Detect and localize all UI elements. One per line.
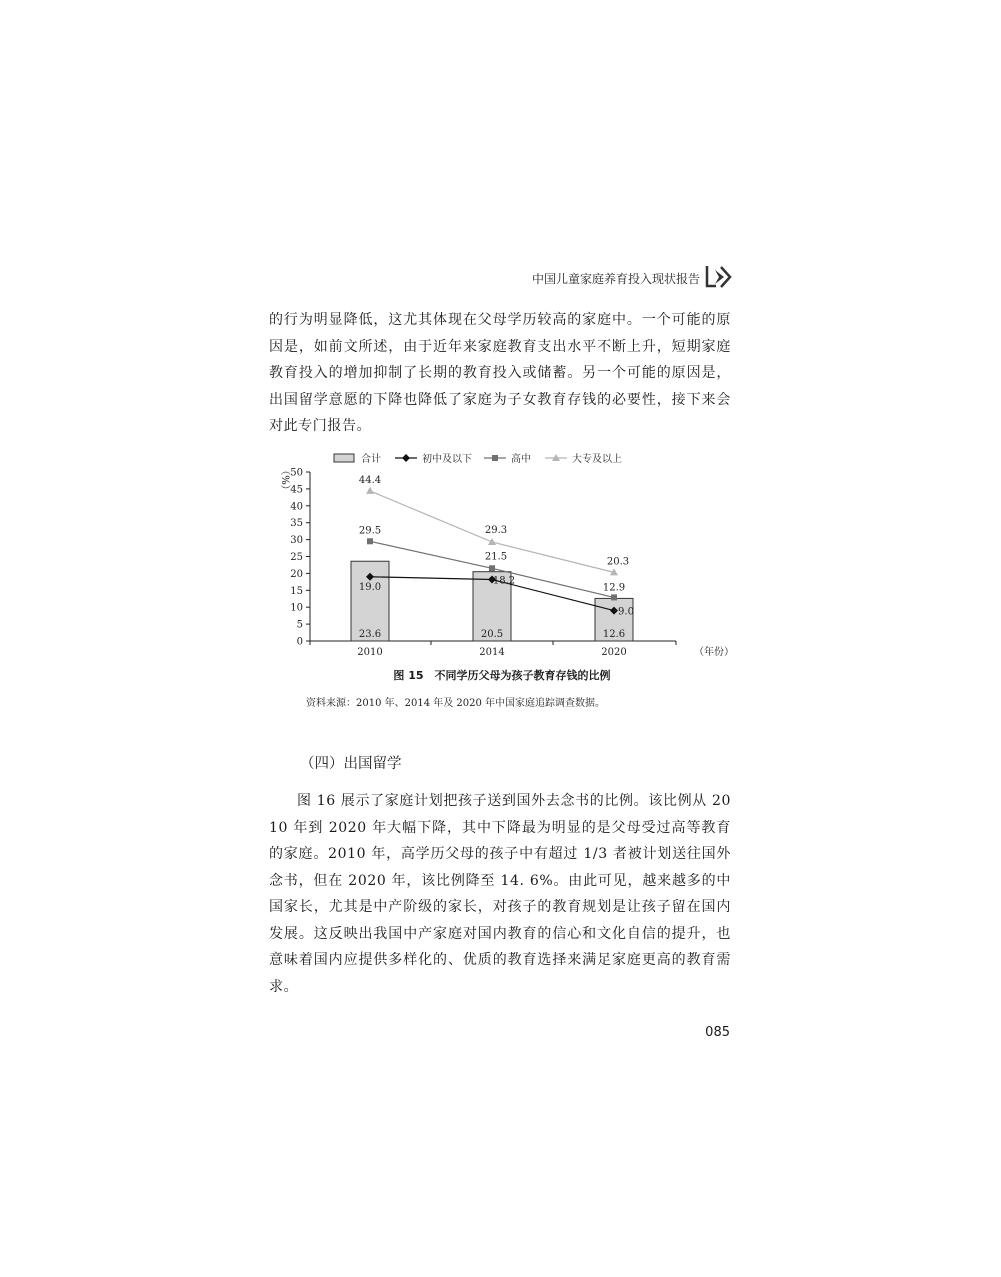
line-label-2: 29.5 xyxy=(358,525,382,537)
line-point-3 xyxy=(366,487,374,494)
chart-x-axis xyxy=(310,641,734,658)
legend-swatch-bar xyxy=(334,454,354,462)
figure-source-note: 资料来源：2010 年、2014 年及 2020 年中国家庭追踪调查数据。 xyxy=(306,698,606,709)
line-label-2: 21.5 xyxy=(484,551,508,563)
legend-label: 高中 xyxy=(511,454,531,465)
legend-marker xyxy=(492,455,498,461)
figure-caption: 图 15 不同学历父母为孩子教育存钱的比例 xyxy=(393,669,611,682)
body-paragraph-2: 图 16 展示了家庭计划把孩子送到国外去念书的比例。该比例从 2010 年到 2020 年大幅下降，其中下降最为明显的是父母受过高等教育的家庭。2010 年，高学历父母的孩子中有超过 1/3 者被计划送往国外念书，但在 2020 年，该比例降至 14. 6%。由此可见，越来越多的中国家长，尤其是中产阶级的家长，对孩子的教育规划是让孩子留在国内发展。这反映出我国中产家庭对国内教育的信心和文化自信的提升，也意味着国内应提供多样化的、优质的教育选择来满足家庭更高的教育需求。 xyxy=(269,793,731,995)
y-tick-label: 25 xyxy=(290,552,303,563)
section-heading: （四）出国留学 xyxy=(300,756,402,772)
chart-legend xyxy=(334,452,622,465)
y-tick-label: 50 xyxy=(290,467,303,479)
chart-y-axis xyxy=(279,465,310,647)
y-tick-label: 0 xyxy=(296,636,303,648)
legend-label: 合计 xyxy=(361,454,381,465)
y-tick-label: 10 xyxy=(290,602,303,614)
line-label-1: 18.2 xyxy=(492,575,516,587)
line-label-1: 9.0 xyxy=(618,606,634,618)
x-tick-label: 2020 xyxy=(601,647,627,658)
bar-label-total: 23.6 xyxy=(358,629,382,640)
x-tick-label: 2010 xyxy=(357,647,383,658)
y-tick-label: 40 xyxy=(290,501,303,513)
chapter-mark-icon xyxy=(704,264,732,290)
line-label-3: 20.3 xyxy=(606,556,630,568)
y-tick-label: 15 xyxy=(290,585,303,597)
bar-label-total: 12.6 xyxy=(602,629,626,640)
line-label-2: 12.9 xyxy=(602,582,626,594)
body-paragraph-1: 的行为明显降低，这尤其体现在父母学历较高的家庭中。一个可能的原因是，如前文所述，由于近年来家庭教育支出水平不断上升，短期家庭教育投入的增加抑制了长期的教育投入或储蓄。另一个可能的原因是，出国留学意愿的下降也降低了家庭为子女教育存钱的必要性，接下来会对此专门报告。 xyxy=(269,312,731,434)
legend-label: 初中及以下 xyxy=(422,454,472,465)
line-label-3: 44.4 xyxy=(358,474,382,486)
line-point-3 xyxy=(488,538,496,545)
y-tick-label: 5 xyxy=(296,619,303,631)
bar-label-total: 20.5 xyxy=(480,629,504,640)
y-tick-label: 20 xyxy=(290,568,303,580)
running-header-title: 中国儿童家庭养育投入现状报告 xyxy=(531,272,700,286)
y-axis-unit-label: （%） xyxy=(279,465,290,495)
line-point-2 xyxy=(367,538,373,544)
y-tick-label: 35 xyxy=(290,518,303,530)
line-point-2 xyxy=(489,565,495,571)
legend-label: 大专及以上 xyxy=(572,454,622,465)
line-label-3: 29.3 xyxy=(484,524,508,536)
page-number: 085 xyxy=(705,1025,730,1040)
x-axis-unit-label: （年份） xyxy=(694,647,734,658)
legend-marker xyxy=(402,454,410,462)
figure-15-chart xyxy=(262,446,742,664)
y-tick-label: 30 xyxy=(290,535,303,547)
line-label-1: 19.0 xyxy=(358,581,382,593)
line-point-2 xyxy=(611,594,617,600)
y-tick-label: 45 xyxy=(290,484,303,496)
x-tick-label: 2014 xyxy=(479,647,505,658)
